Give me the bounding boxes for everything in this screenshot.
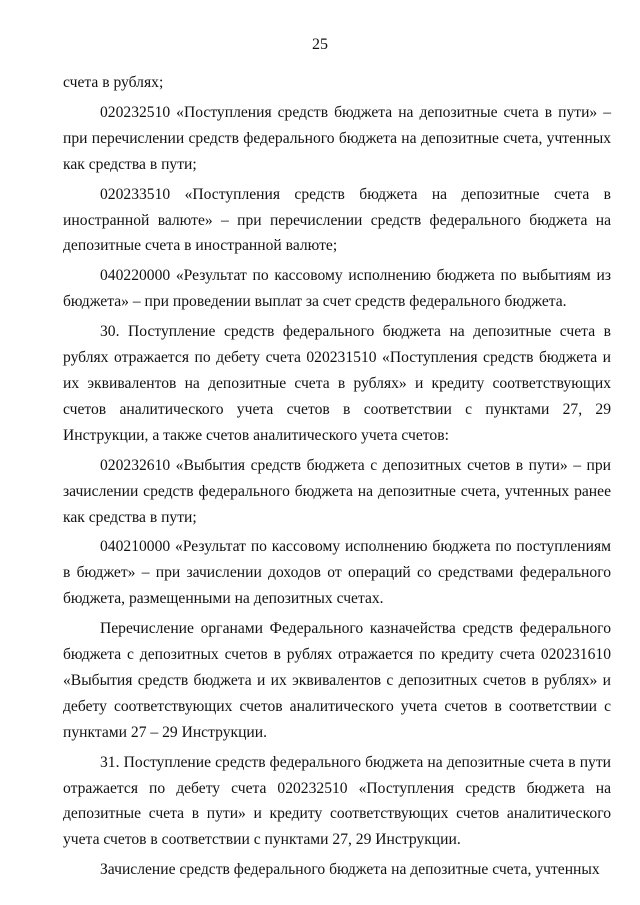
paragraph-account-040220000: 040220000 «Результат по кассовому исполнению бюджета по выбытиям из бюджета» – при проведении выплат за счет средств федерального бюджета. bbox=[63, 267, 611, 311]
paragraph-account-020233510: 020233510 «Поступления средств бюджета на депозитные счета в иностранной валюте» – при перечислении средств федерального бюджета на депозитные счета в иностранной валюте; bbox=[63, 185, 611, 255]
page-number: 25 bbox=[312, 36, 328, 53]
paragraph-account-020232610: 020232610 «Выбытия средств бюджета с депозитных счетов в пути» – при зачислении средств федерального бюджета на депозитные счета, учтенных ранее как средства в пути; bbox=[63, 456, 611, 526]
paragraph-account-020232510: 020232510 «Поступления средств бюджета на депозитные счета в пути» – при перечислении средств федерального бюджета на депозитные счета, учтенных как средства в пути; bbox=[63, 103, 611, 173]
paragraph-transfer-020231610: Перечисление органами Федерального казначейства средств федерального бюджета с депозитных счетов в рублях отражается по кредиту счета 020231610 «Выбытия средств бюджета и их эквивалентов с депозитных счетов в рублях» и дебету соответствующих счетов аналитического учета счетов в соответствии с пунктами 27 – 29 Инструкции. bbox=[63, 620, 611, 741]
paragraph-account-040210000: 040210000 «Результат по кассовому исполнению бюджета по поступлениям в бюджет» – при зачислении доходов от операций со средствами федерального бюджета, размещенными на депозитных счетах. bbox=[63, 538, 611, 608]
document-body bbox=[63, 70, 611, 883]
paragraph-item-31: 31. Поступление средств федерального бюджета на депозитные счета в пути отражается по дебету счета 020232510 «Поступления средств бюджета на депозитные счета в пути» и кредиту соответствующих счетов аналитического учета счетов в соответствии с пунктами 27, 29 Инструкции. bbox=[63, 753, 611, 849]
paragraph-continuation: счета в рублях; bbox=[63, 74, 164, 91]
paragraph-item-30: 30. Поступление средств федерального бюджета на депозитные счета в рублях отражается по дебету счета 020231510 «Поступления средств бюджета и их эквивалентов на депозитные счета в рублях» и кредиту соответствующих счетов аналитического учета счетов в соответствии с пунктами 27, 29 Инструкции, а также счетов аналитического учета счетов: bbox=[63, 323, 611, 444]
paragraph-crediting: Зачисление средств федерального бюджета на депозитные счета, учтенных bbox=[100, 861, 600, 879]
